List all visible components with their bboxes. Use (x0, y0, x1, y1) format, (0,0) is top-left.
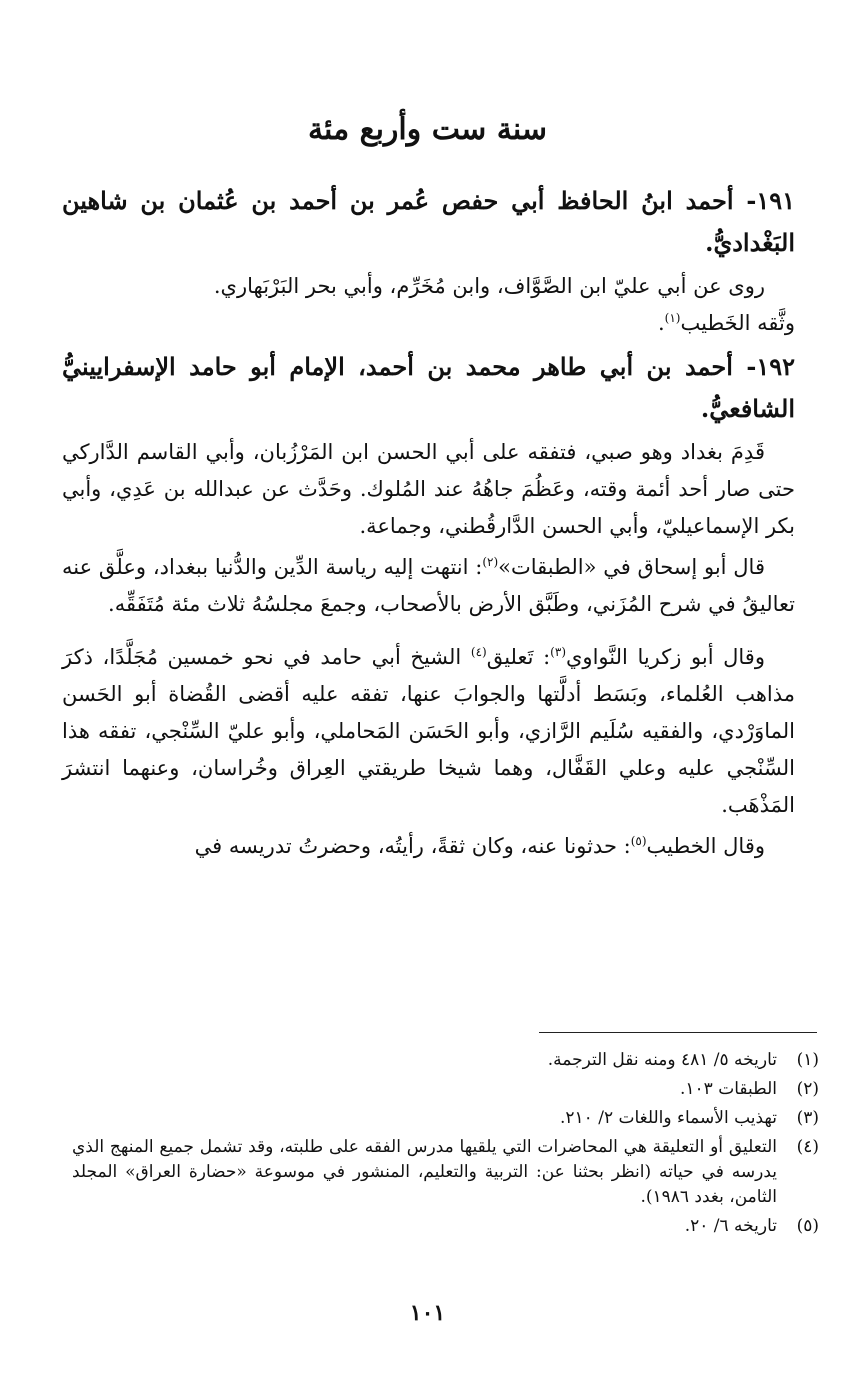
footnote-item (72, 1106, 819, 1131)
paragraph-text: قال أبو إسحاق في «الطبقات» (498, 555, 765, 579)
footnote-marker[interactable]: (٢) (482, 555, 499, 569)
footnote-number: (٥) (796, 1216, 819, 1236)
entry-heading-192: ١٩٢- أحمد بن أبي طاهر محمد بن أحمد، الإمام أبو حامد الإسفرايينيُّ الشافعيُّ. (62, 352, 795, 423)
paragraph-text: روى عن أبي عليّ ابن الصَّوَّاف، وابن مُخَرِّم، وأبي بحر البَرْبَهاري. (213, 274, 765, 298)
paragraph: قَدِمَ بغداد وهو صبي، فتفقه على أبي الحسن ابن المَرْزُبان، وأبي القاسم الدَّاركي حتى صار أحد أئمة وقته، وعَظُمَ جاهُهُ عند المُلوك. وحَدَّث عن عبدالله بن عَدِي، وأبي بكر الإسماعيليّ، وأبي الحسن الدَّارقُطني، وجماعة. (62, 440, 795, 538)
page-title: سنة ست وأربع مئة (307, 112, 548, 147)
footnote-number: (١) (796, 1050, 819, 1070)
footnote-item (72, 1048, 819, 1073)
footnote-number: (٢) (796, 1079, 819, 1099)
paragraph-text: : حدثونا عنه، وكان ثقةً، رأيتُه، وحضرتُ تدريسه في (194, 834, 631, 858)
footnote-item (72, 1214, 819, 1239)
footnote-text: تهذيب الأسماء واللغات ٢/ ٢١٠. (559, 1108, 777, 1128)
footnote-marker[interactable]: (٥) (630, 834, 647, 848)
paragraph-text: : انتهت إليه رياسة الدِّين والدُّنيا ببغداد، وعلَّق عنه تعاليقُ في شرح المُزَني، وطَبَّق الأرض بالأصحاب، وجمعَ مجلسُهُ ثلاث مئة مُتَفَقِّه. (62, 555, 795, 616)
footnote-marker[interactable]: (١) (664, 311, 681, 325)
main-text (62, 180, 795, 869)
footnote-separator (539, 1032, 817, 1033)
footnotes (72, 1048, 819, 1243)
footnote-number: (٣) (796, 1108, 819, 1128)
footnote-text: تاريخه ٥/ ٤٨١ ومنه نقل الترجمة. (547, 1050, 777, 1070)
footnote-text: التعليق أو التعليقة هي المحاضرات التي يلقيها مدرس الفقه على طلبته، وقد تشمل جميع المنهج الذي يدرسه في حياته (انظر بحثنا عن: التربية والتعليم، المنشور في موسوعة «حضارة العراق» المجلد الثامن، بغدد ١٩٨٦). (72, 1137, 777, 1207)
footnote-number: (٤) (796, 1137, 819, 1157)
paragraph-text: الشيخ أبي حامد في نحو خمسين مُجَلَّدًا، ذكرَ مذاهب العُلماء، وبَسَط أدلَّتها والجوابَ عنها، تفقه عليه أقضى القُضاة أبو الحَسن الماوَرْدي، والفقيه سُلَيم الرَّازي، وأبو الحَسَن المَحاملي، وأبو عليّ السِّنْجي، تفقه هذا السِّنْجي عليه وعلي القَفَّال، وهما شيخا طريقتي العِراق وخُراسان، وعنهما انتشرَ المَذْهَب. (62, 645, 795, 817)
footnote-item (72, 1077, 819, 1102)
paragraph-text: وثَّقه الخَطيب (680, 311, 795, 335)
page-number: ١٠١ (409, 1300, 446, 1326)
paragraph (62, 828, 795, 865)
spacer (62, 627, 795, 639)
footnote-marker[interactable]: (٤) (470, 645, 487, 659)
footnote-text: تاريخه ٦/ ٢٠. (684, 1216, 777, 1236)
footnote-item (72, 1135, 819, 1210)
footnote-text: الطبقات ١٠٣. (680, 1079, 777, 1099)
paragraph (62, 549, 795, 623)
paragraph (62, 639, 795, 824)
entry-heading-191: ١٩١- أحمد ابنُ الحافظ أبي حفص عُمر بن أحمد بن عُثمان بن شاهين البَغْداديُّ. (62, 186, 795, 257)
footnote-marker[interactable]: (٣) (550, 645, 566, 659)
paragraph: روى عن أبي عليّ ابن الصَّوَّاف، وابن مُخَرِّم، وأبي بحر البَرْبَهاري. وثَّقه الخَطيب$^{(١)}$. (213, 274, 795, 335)
paragraph-text: وقال أبو زكريا النَّواوي (566, 645, 765, 669)
paragraph-text: وقال الخطيب (646, 834, 765, 858)
paragraph-text: : تَعليق (486, 645, 551, 669)
